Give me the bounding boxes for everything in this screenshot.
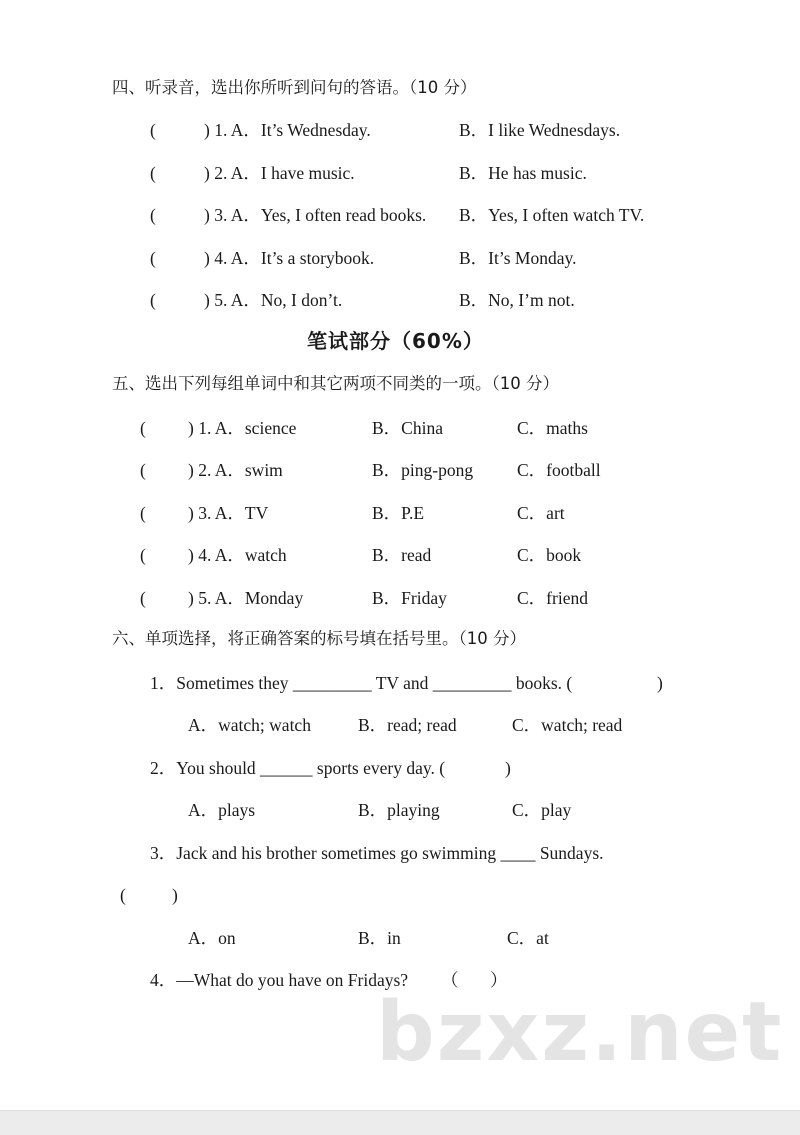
question-2-text: 2．You should ______ sports every day. ( [150, 758, 446, 778]
watermark: bzxz.net [376, 985, 784, 1080]
option-c: C．watch; read [512, 715, 623, 735]
section4-heading: 四、听录音，选出你所听到问句的答语。（10 分） [112, 78, 477, 97]
answer-bracket-close[interactable]: ） [490, 970, 508, 990]
section5-heading: 五、选出下列每组单词中和其它两项不同类的一项。（10 分） [112, 374, 559, 393]
option-b: B．in [358, 928, 401, 948]
option-c: C．maths [517, 418, 588, 438]
option-c: C．football [517, 460, 601, 480]
option-a: A．plays [188, 800, 256, 820]
answer-bracket[interactable]: ( [150, 248, 156, 268]
answer-bracket[interactable]: ( [140, 503, 146, 523]
answer-bracket-close[interactable]: ) [505, 758, 511, 778]
answer-bracket[interactable]: ( [140, 460, 146, 480]
option-a: ) 2. A．I have music. [204, 163, 355, 183]
answer-bracket[interactable]: ( [150, 120, 156, 140]
question-1-text: 1．Sometimes they _________ TV and _________ books. ( [150, 673, 573, 693]
written-part-title: 笔试部分（60%） [307, 329, 484, 353]
answer-bracket[interactable]: ( [140, 588, 146, 608]
option-b: B．Yes, I often watch TV. [459, 205, 645, 225]
question-4-text: 4．—What do you have on Fridays? [150, 970, 409, 990]
option-a: ) 1. A．science [188, 418, 297, 438]
answer-bracket-close[interactable]: ) [657, 673, 663, 693]
answer-bracket[interactable]: ( [150, 205, 156, 225]
answer-bracket[interactable]: ( [140, 545, 146, 565]
answer-bracket[interactable]: ( [140, 418, 146, 438]
question-3-text: 3．Jack and his brother sometimes go swimming ____ Sundays. [150, 843, 604, 863]
option-b: B．playing [358, 800, 440, 820]
option-a: ) 4. A．watch [188, 545, 287, 565]
option-c: C．play [512, 800, 572, 820]
option-b: B．It’s Monday. [459, 248, 577, 268]
option-a: ) 2. A．swim [188, 460, 283, 480]
option-b: B．read; read [358, 715, 457, 735]
option-b: B．He has music. [459, 163, 587, 183]
answer-bracket[interactable]: ( [150, 163, 156, 183]
section6-heading: 六、单项选择，将正确答案的标号填在括号里。（10 分） [112, 629, 526, 648]
viewer-bottom-bar [0, 1110, 800, 1135]
option-c: C．friend [517, 588, 588, 608]
option-b: B．No, I’m not. [459, 290, 575, 310]
option-a: ) 1. A．It’s Wednesday. [204, 120, 371, 140]
option-b: B．ping-pong [372, 460, 474, 480]
option-a: A．watch; watch [188, 715, 311, 735]
option-a: ) 5. A．Monday [188, 588, 304, 608]
option-a: A．on [188, 928, 236, 948]
answer-bracket[interactable]: ( [150, 290, 156, 310]
option-b: B．read [372, 545, 432, 565]
option-a: ) 3. A．TV [188, 503, 269, 523]
option-b: B．China [372, 418, 443, 438]
option-c: C．art [517, 503, 565, 523]
answer-bracket-close[interactable]: ) [172, 885, 178, 905]
answer-bracket-open[interactable]: （ [441, 970, 459, 990]
option-a: ) 3. A．Yes, I often read books. [204, 205, 427, 225]
option-a: ) 5. A．No, I don’t. [204, 290, 343, 310]
option-b: B．I like Wednesdays. [459, 120, 621, 140]
option-b: B．P.E [372, 503, 425, 523]
option-a: ) 4. A．It’s a storybook. [204, 248, 375, 268]
option-b: B．Friday [372, 588, 447, 608]
option-c: C．book [517, 545, 582, 565]
option-c: C．at [507, 928, 549, 948]
answer-bracket-open[interactable]: ( [120, 885, 126, 905]
